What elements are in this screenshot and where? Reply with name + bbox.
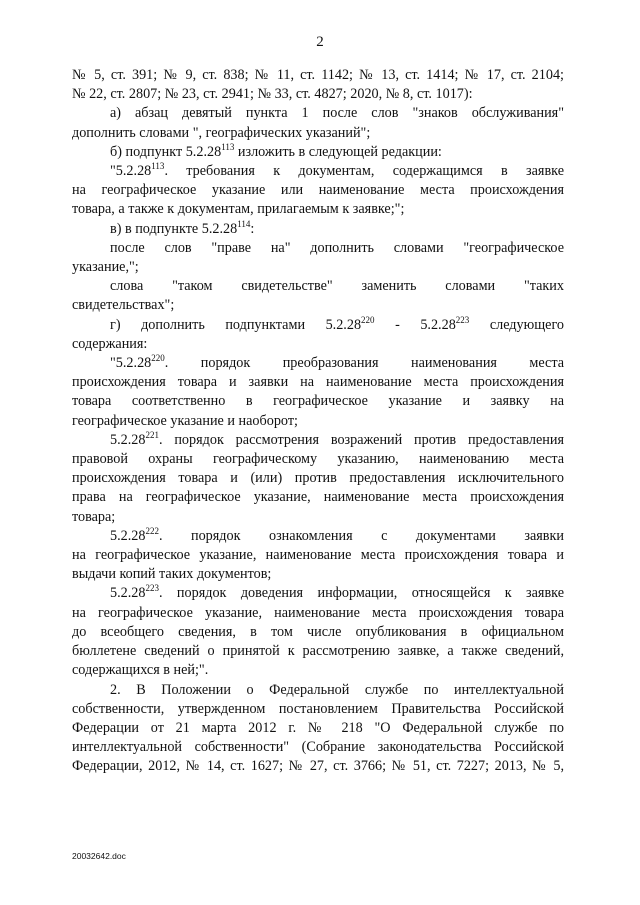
text-line: Федерации, 2012, № 14, ст. 1627; № 27, ст. 3766; № 51, ст. 7227; 2013, № 5, (72, 758, 564, 775)
text-line: товара соответственно в географическое указание и заявку на (72, 393, 564, 410)
text-line: интеллектуальной собственности" (Собрание законодательства Российской (72, 739, 564, 756)
text-line: собственности, утвержденном постановлением Правительства Российской (72, 700, 564, 717)
text-line: а) абзац девятый пункта 1 после слов "знаков обслуживания" (110, 105, 564, 122)
text-line: № 5, ст. 391; № 9, ст. 838; № 11, ст. 1142; № 13, ст. 1414; № 17, ст. 2104; (72, 67, 564, 83)
text-line: г) дополнить подпунктами 5.2.28$^{220}$ - 5.2.28$^{223}$ следующего (110, 314, 564, 333)
text-line: 2. В Положении о Федеральной службе по интеллектуальной (110, 681, 564, 698)
text-line: "5.2.28$^{113}$. требования к документам, содержащимся в заявке (110, 161, 564, 180)
text-line: свидетельствах"; (72, 297, 175, 314)
text-line: № 22, ст. 2807; № 23, ст. 2941; № 33, ст. 4827; 2020, № 8, ст. 1017): (72, 86, 473, 103)
page-number: 2 (316, 34, 324, 50)
text-line: "5.2.28$^{220}$. порядок преобразования наименования места (110, 353, 564, 372)
text-line: 5.2.28$^{222}$. порядок ознакомления с документами заявки (110, 525, 564, 544)
text-line: бюллетене сведений о принятой к рассмотрению заявке, а также сведений, (72, 643, 564, 660)
document-body (72, 66, 564, 777)
file-name-footer: 20032642.doc (72, 851, 126, 861)
text-line: происхождения товара и (или) против предоставления исключительного (72, 470, 564, 487)
text-line: содержащихся в ней;". (72, 662, 209, 679)
text-line: права на географическое указание, наименование места происхождения (72, 489, 564, 506)
text-line: указание,"; (72, 259, 139, 276)
text-line: на географическое указание или наименование места происхождения (72, 182, 564, 199)
text-line: 5.2.28$^{221}$. порядок рассмотрения возражений против предоставления (110, 429, 564, 448)
text-line: выдачи копий таких документов; (72, 566, 272, 583)
text-line: на географическое указание, наименование места происхождения товара (72, 604, 564, 621)
text-line: на географическое указание, наименование места происхождения товара и (72, 547, 564, 564)
text-line: правовой охраны географическому указанию, наименованию места (72, 451, 564, 468)
text-line: товара; (72, 508, 116, 525)
text-line: б) подпункт 5.2.28$^{113}$ изложить в следующей редакции: (110, 141, 442, 160)
text-line: Федерации от 21 марта 2012 г. № 218 "О Федеральной службе по (72, 719, 564, 736)
text-line: после слов "праве на" дополнить словами "географическое (110, 239, 564, 256)
text-line: содержания: (72, 335, 148, 352)
text-line: географическое указание и наоборот; (72, 412, 298, 429)
text-line: в) в подпункте 5.2.28$^{114}$: (110, 218, 255, 237)
text-line: дополнить словами ", географических указаний"; (72, 124, 371, 141)
text-line: происхождения товара и заявки на наименование места происхождения (72, 374, 564, 391)
text-line: 5.2.28$^{223}$. порядок доведения информации, относящейся к заявке (110, 583, 564, 602)
text-line: товара, а также к документам, прилагаемым к заявке;"; (72, 201, 405, 218)
text-line: слова "таком свидетельстве" заменить словами "таких (110, 278, 564, 295)
text-line: до всеобщего сведения, в том числе опубликования в официальном (72, 623, 564, 640)
